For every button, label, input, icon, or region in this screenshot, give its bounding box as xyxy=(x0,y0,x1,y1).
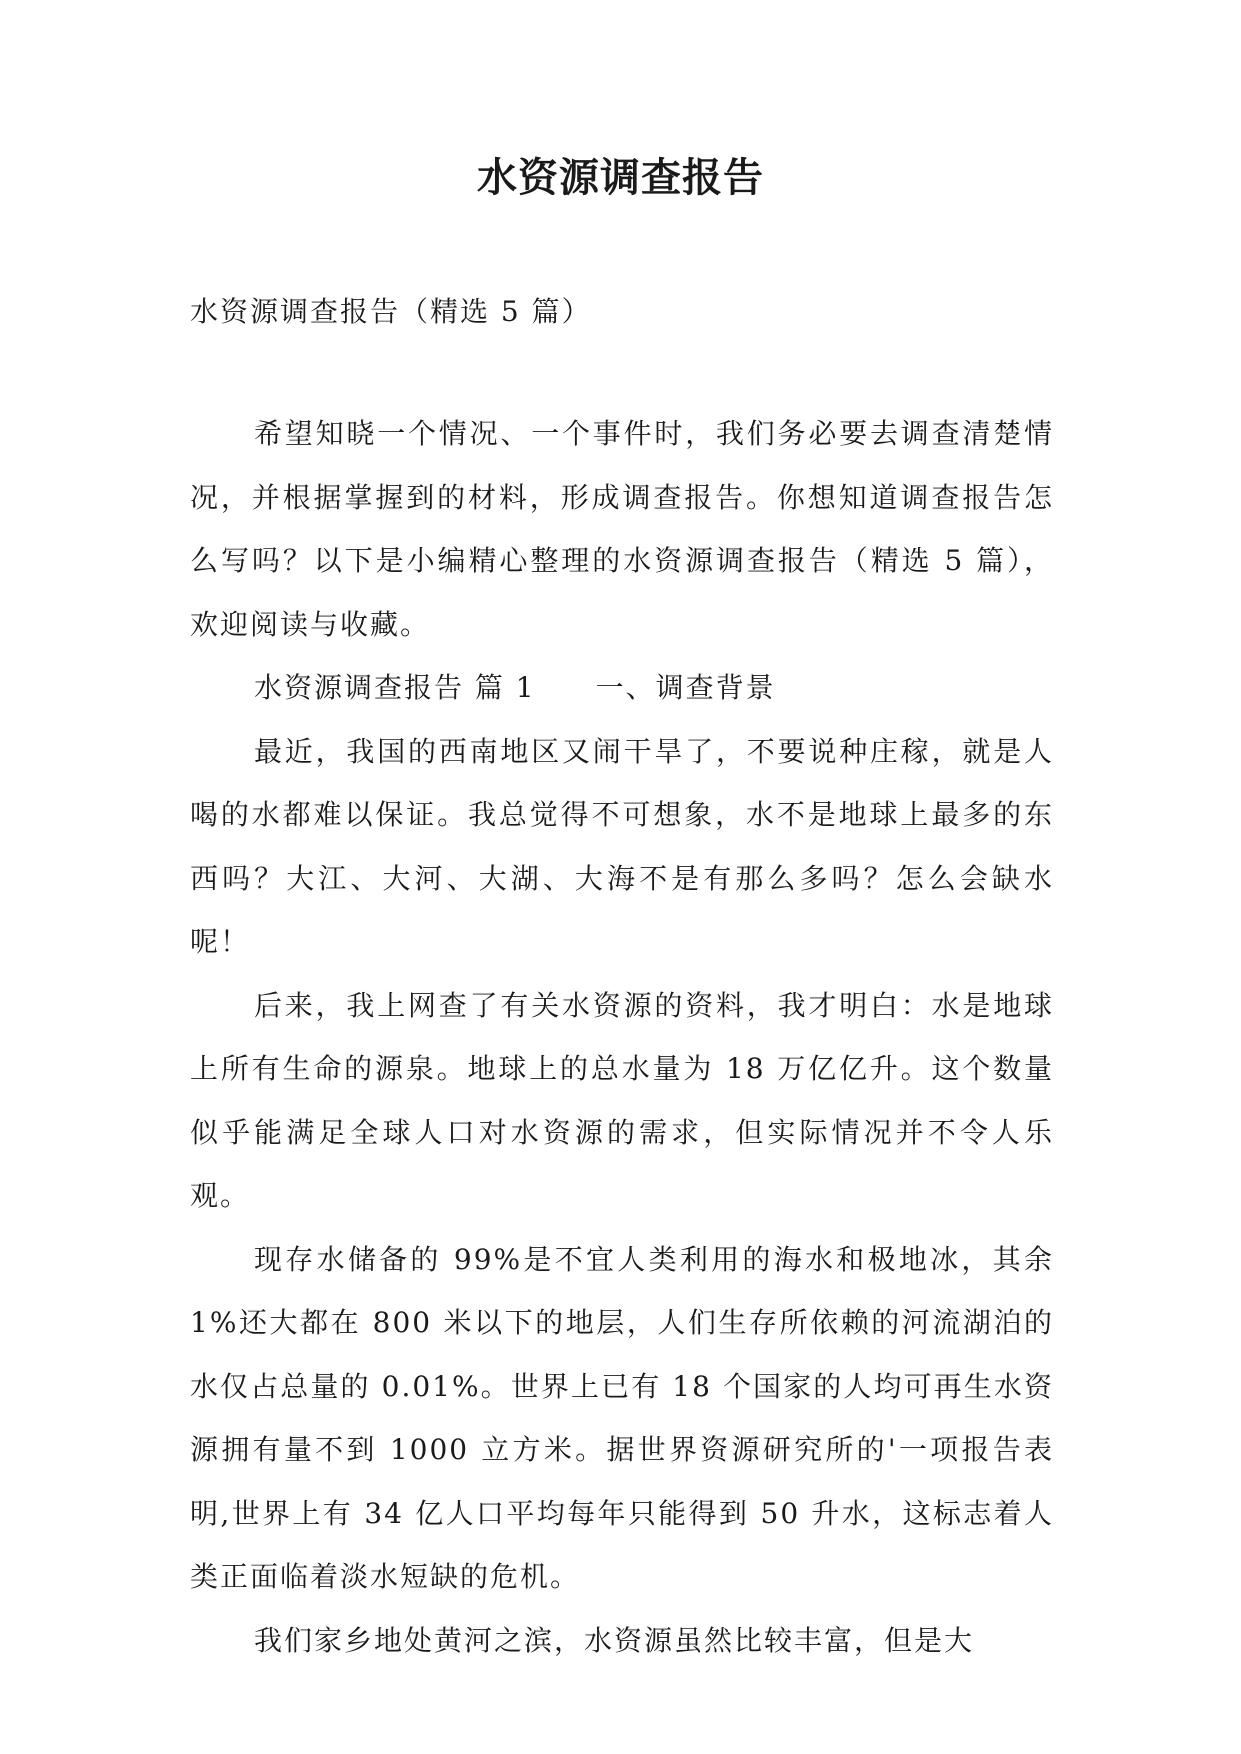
paragraph-intro: 希望知晓一个情况、一个事件时，我们务必要去调查清楚情况，并根据掌握到的材料，形成调查报告。你想知道调查报告怎么写吗？以下是小编精心整理的水资源调查报告（精选 5 篇），欢迎阅读与收藏。 xyxy=(190,417,1054,641)
document-subtitle: 水资源调查报告（精选 5 篇） xyxy=(190,295,592,328)
document-body xyxy=(190,402,1054,1672)
paragraph-drought: 最近，我国的西南地区又闹干旱了，不要说种庄稼，就是人喝的水都难以保证。我总觉得不可想象，水不是地球上最多的东西吗？大江、大河、大湖、大海不是有那么多吗？怎么会缺水呢！ xyxy=(190,734,1054,958)
paragraph-water-reserves: 现存水储备的 99%是不宜人类利用的海水和极地冰，其余 1%还大都在 800 米以下的地层，人们生存所依赖的河流湖泊的水仅占总量的 0.01%。世界上已有 18 个国家的人均可再生水资源拥有量不到 1000 立方米。据世界资源研究所的'一项报告表明,世界上有 34 亿人口平均每年只能得到 50 升水，这标志着人类正面临着淡水短缺的危机。 xyxy=(190,1242,1054,1593)
paragraph-section-heading: 水资源调查报告 篇 1 一、调查背景 xyxy=(254,671,776,704)
paragraph-water-total: 后来，我上网查了有关水资源的资料，我才明白：水是地球上所有生命的源泉。地球上的总水量为 18 万亿亿升。这个数量似乎能满足全球人口对水资源的需求，但实际情况并不令人乐观。 xyxy=(190,988,1054,1212)
document-title: 水资源调查报告 xyxy=(477,155,764,201)
paragraph-hometown: 我们家乡地处黄河之滨，水资源虽然比较丰富，但是大 xyxy=(254,1623,975,1657)
